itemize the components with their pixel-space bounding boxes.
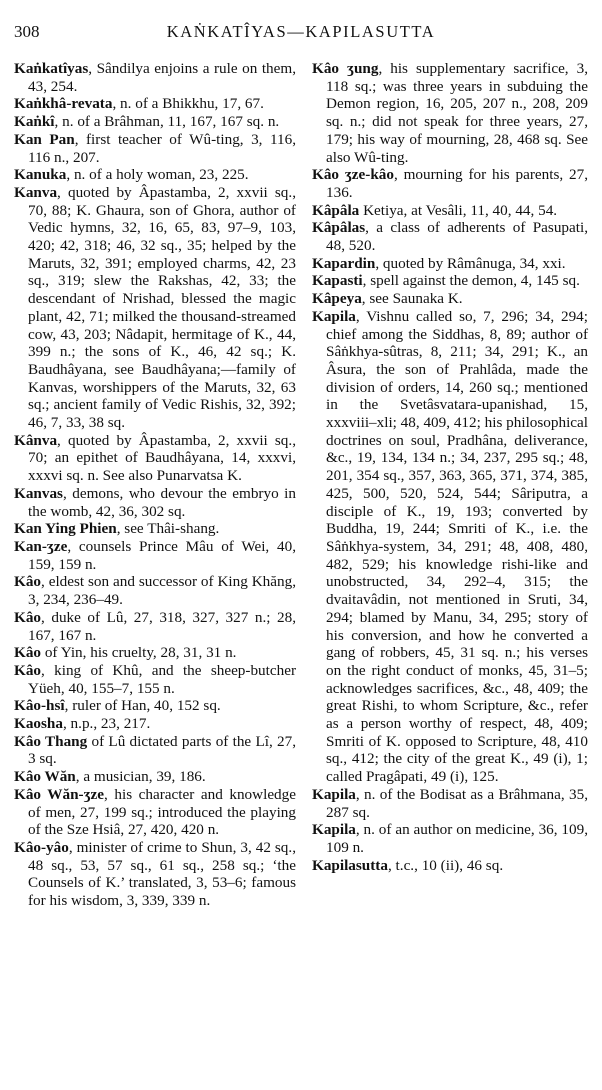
index-entry xyxy=(14,166,296,184)
entry-text: , n. of a holy woman, 23, 225. xyxy=(66,166,249,184)
index-entry xyxy=(14,485,296,520)
entry-text: , ruler of Han, 40, 152 sq. xyxy=(64,697,221,715)
index-entry xyxy=(14,95,296,113)
index-entry xyxy=(312,786,588,821)
entry-text: , see Saunaka K. xyxy=(361,290,463,308)
left-column xyxy=(14,60,296,910)
entry-text: , a class of adherents of Pasupati, 48, 520. xyxy=(326,219,588,255)
headword: Kapila xyxy=(312,785,356,803)
entry-text: , his character and knowledge of men, 27, 199 sq.; introduced the playing of the Sze Hsiâ, 27, 420, 420 n. xyxy=(28,785,296,839)
entry-text: , quoted by Âpastamba, 2, xxvii sq., 70; an epithet of Baudhâyana, 14, xxxvi, xxxvi sq. n. See also Punarvatsa K. xyxy=(28,431,296,485)
headword: Kâo-yâo xyxy=(14,838,69,856)
headword: Kan Pan xyxy=(14,130,75,148)
headword: Kâpeya xyxy=(312,290,362,308)
entry-text: , n. of a Bhikkhu, 17, 67. xyxy=(112,95,264,113)
entry-text: , spell against the demon, 4, 145 sq. xyxy=(362,272,580,290)
headword: Kâo Wăn-ʒze xyxy=(14,785,105,803)
page-number: 308 xyxy=(14,22,40,41)
headword: Kâo Wăn xyxy=(14,768,76,786)
headword: Kaṅkatîyas xyxy=(14,60,89,77)
index-entry xyxy=(312,255,588,273)
entry-text: , quoted by Râmânuga, 34, xxi. xyxy=(375,254,566,272)
headword: Kâo xyxy=(14,661,42,679)
headword: Kapardin xyxy=(312,254,376,272)
index-entry xyxy=(14,715,296,733)
headword: Kanvas xyxy=(14,484,63,502)
index-entry xyxy=(14,662,296,697)
headword: Kan-ʒze xyxy=(14,537,68,555)
entry-text: , demons, who devour the embryo in the womb, 42, 36, 302 sq. xyxy=(28,484,296,520)
index-entry xyxy=(14,520,296,538)
headword: Kapasti xyxy=(312,272,363,290)
entry-text: , Sândilya enjoins a rule on them, 43, 254. xyxy=(28,60,296,95)
index-entry xyxy=(14,768,296,786)
entry-text: , n. of the Bodisat as a Brâhmana, 35, 287 sq. xyxy=(326,785,588,821)
headword: Kânva xyxy=(14,431,58,449)
index-entry xyxy=(14,432,296,485)
headword: Kapila xyxy=(312,307,356,325)
headword: Kâo xyxy=(14,644,42,662)
index-entry xyxy=(14,644,296,662)
index-entry xyxy=(14,184,296,432)
headword: Kâpâlas xyxy=(312,219,366,237)
right-column xyxy=(312,60,588,874)
index-entry xyxy=(14,538,296,573)
index-entry xyxy=(14,839,296,910)
entry-text: , minister of crime to Shun, 3, 42 sq., 48 sq., 53, 57 sq., 61 sq., 258 sq.; ‘the Counsels of K.’ translated, 3, 53–6; famous for his wisdom, 3, 339, 339 n. xyxy=(28,838,296,910)
headword: Kapilasutta xyxy=(312,856,388,874)
entry-text: Ketiya, at Vesâli, 11, 40, 44, 54. xyxy=(359,201,558,219)
headword: Kâo xyxy=(14,608,42,626)
running-title: KAṄKATÎYAS—KAPILASUTTA xyxy=(166,22,436,41)
index-entry xyxy=(312,821,588,856)
headword: Kâo xyxy=(14,573,42,591)
index-entry xyxy=(312,219,588,254)
index-entry xyxy=(312,166,588,201)
headword: Kâo ʒze-kâo xyxy=(312,166,394,184)
entry-text: , n.p., 23, 217. xyxy=(62,715,151,733)
headword: Kaosha xyxy=(14,715,63,733)
index-entry xyxy=(312,272,588,290)
index-entry xyxy=(14,573,296,608)
entry-text: , eldest son and successor of King Khăng, 3, 234, 236–49. xyxy=(28,573,296,609)
index-entry xyxy=(14,733,296,768)
entry-text: , quoted by Âpastamba, 2, xxvii sq., 70, 88; K. Ghaura, son of Ghora, author of Vedic hymns, 32, 16, 65, 83, 97–9, 103, 420; 42, 318; 46, 32 sq., 35; helped by the Maruts, 32, 391; employed charms, 42, 23 sq., 319; slew the Rakshas, 42, 33; the descendant of Nrishad, blessed the magic plant, 42, 71; milked the thousand-streamed cow, 43, 203; Nâdapit, hermitage of K., 44, 399 n.; the sons of K., 46, 42 sq.; K. Baudhâyana, see Baudhâyana;—family of Kanvas, worshippers of the Maruts, 32, 63 sq.; ancient family of Vedic Rishis, 32, 392; 46, 7, 33, 38 sq. xyxy=(28,183,296,432)
index-entry xyxy=(312,290,588,308)
index-entry xyxy=(14,60,296,95)
entry-text: , see Thâi-shang. xyxy=(116,520,220,538)
entry-text: , n. of an author on medicine, 36, 109, 109 n. xyxy=(326,821,588,856)
index-entry xyxy=(14,113,296,131)
index-entry xyxy=(14,786,296,839)
entry-text: of Lû dictated parts of the Lî, 27, 3 sq. xyxy=(28,732,296,768)
entry-text: of Yin, his cruelty, 28, 31, 31 n. xyxy=(41,644,237,662)
headword: Kaṅkî xyxy=(14,113,55,131)
index-entry xyxy=(312,308,588,786)
headword: Kâpâla xyxy=(312,201,360,219)
entry-text: , first teacher of Wû-ting, 3, 116, 116 n., 207. xyxy=(28,130,297,166)
index-entry xyxy=(14,697,296,715)
headword: Kapila xyxy=(312,821,356,839)
page-header xyxy=(14,22,588,44)
entry-text: , Vishnu called so, 7, 296; 34, 294; chief among the Siddhas, 8, 89; author of Sâṅkhya-sûtras, 8, 211; 34, 291; K., an Âsura, the son of Prahlâda, made the division of orders, 14, 260 sq.; mentioned in the Svetâsvatara-upanishad, 15, xxxviii–xli; 48, 409, 412; his philosophical doctrines on soul, Pradhâna, deliverance, &c., 19, 134, 134 n.; 34, 237, 295 sq.; 48, 201, 354 sq., 357, 363, 365, 371, 374, 385, 425, 500, 520, 524, 544; Sâriputra, a disciple of K., 19, 193; converted by Buddha, 19, 244; Smriti of K., i.e. the Sâṅkhya-system, 34, 291; 48, 408, 480, 482, 529; his knowledge rishi-like and unobstructed, 34, 292–4, 315; the dvaitavâdin, not mentioned in Sruti, 34, 294; blamed by Manu, 34, 295; story of his conversion, and how he converted a gang of robbers, 45, 31 sq. n.; his verses on the right conduct of monks, 45, 31–5; acknowledges sacrifices, &c., 48, 409; the great Rishi, to whom Scripture, &c., refer as a person worthy of respect, 48, 409; Smriti of K. opposed to Scripture, 48, 410 sq., 412; the city of the great K., 49 (i), 1; called Pragâpati, 49 (i), 125. xyxy=(326,307,588,786)
entry-text: , n. of a Brâhman, 11, 167, 167 sq. n. xyxy=(54,113,280,131)
index-entry xyxy=(312,202,588,220)
index-entry xyxy=(14,609,296,644)
headword: Kâo Thang xyxy=(14,732,88,750)
entry-text: , king of Khû, and the sheep-butcher Yüeh, 40, 155–7, 155 n. xyxy=(28,661,296,697)
entry-text: , mourning for his parents, 27, 136. xyxy=(326,166,588,201)
headword: Kan Ying Phien xyxy=(14,520,117,538)
index-entry xyxy=(14,131,296,166)
entry-text: , duke of Lû, 27, 318, 327, 327 n.; 28, 167, 167 n. xyxy=(28,608,296,644)
headword: Kâo ʒung xyxy=(312,60,379,77)
entry-text: , counsels Prince Mâu of Wei, 40, 159, 159 n. xyxy=(28,537,296,573)
entry-text: , his supplementary sacrifice, 3, 118 sq.; was three years in subduing the Demon region, 16, 205, 207 n., 208, 209 sq. n.; did not speak for three years, 27, 179; his way of mourning, 28, 468 sq. See also Wû-ting. xyxy=(326,60,588,166)
index-entry xyxy=(312,60,588,166)
index-entry xyxy=(312,857,588,875)
headword: Kaṅkhâ-revata xyxy=(14,95,113,113)
headword: Kanva xyxy=(14,183,58,201)
entry-text: , t.c., 10 (ii), 46 sq. xyxy=(387,856,504,874)
entry-text: , a musician, 39, 186. xyxy=(75,768,206,786)
headword: Kanuka xyxy=(14,166,67,184)
headword: Kâo-hsî xyxy=(14,697,65,715)
